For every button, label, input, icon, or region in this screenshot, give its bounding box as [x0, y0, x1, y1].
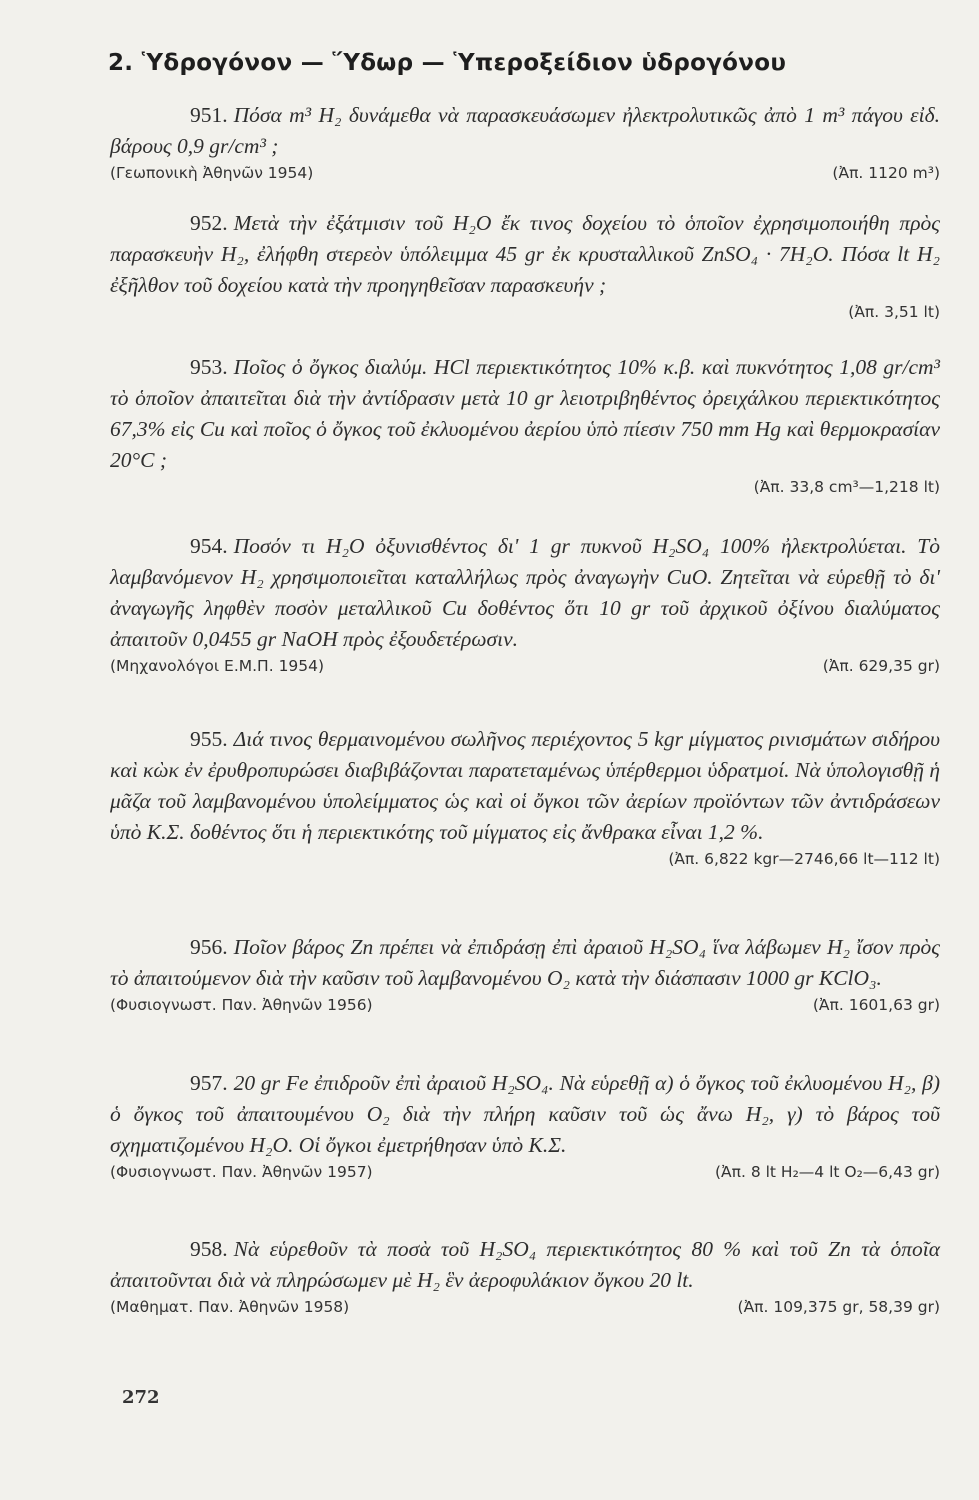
problem-text: 20 gr Fe ἐπιδροῦν ἐπὶ ἀραιοῦ H₂SO₄. Νὰ εὑρεθῇ α) ὁ ὄγκος τοῦ ἐκλυομένου H₂, β) ὁ ὄγκος τοῦ ἀπαιτουμένου O₂ διὰ τὴν πλήρη καῦσιν τοῦ ὡς ἄνω H₂, γ) τὸ βάρος τοῦ σχηματιζομένου H₂O. Οἱ ὄγκοι ἐμετρήθησαν ὑπὸ Κ.Σ. [110, 1071, 940, 1157]
problem-number: 958. [190, 1237, 228, 1261]
problem-text: Μετὰ τὴν ἐξάτμισιν τοῦ H₂O ἔκ τινος δοχείου τὸ ὁποῖον ἐχρησιμοποιήθη πρὸς παρασκευὴν H₂, ἐλήφθη στερεὸν ὑπόλειμμα 45 gr ἐκ κρυσταλλικοῦ ZnSO₄ · 7H₂O. Πόσα lt H₂ ἐξῆλθον τοῦ δοχείου κατὰ τὴν προηγηθεῖσαν παρασκευήν ; [110, 211, 940, 297]
problem-source: (Φυσιογνωστ. Παν. Ἀθηνῶν 1957) [110, 1163, 373, 1181]
section-title: 2. Ὑδρογόνον — Ὕδωρ — Ὑπεροξείδιον ὑδρογόνου [108, 50, 787, 76]
problem-answer: (Ἀπ. 629,35 gr) [822, 657, 940, 675]
problem-text: Νὰ εὑρεθοῦν τὰ ποσὰ τοῦ H₂SO₄ περιεκτικότητος 80 % καὶ τοῦ Zn τὰ ὁποῖα ἀπαιτοῦνται διὰ νὰ πληρώσωμεν μὲ H₂ ἓν ἀεροφυλάκιον ὄγκου 20 lt. [110, 1237, 940, 1292]
problem-text: Ποῖος ὁ ὄγκος διαλύμ. HCl περιεκτικότητος 10% κ.β. καὶ πυκνότητος 1,08 gr/cm³ τὸ ὁποῖον ἀπαιτεῖται διὰ τὴν ἀντίδρασιν μετὰ 10 gr λειοτριβηθέντος ὀρειχάλκου περιεκτικότητος 67,3% εἰς Cu καὶ ποῖος ὁ ὄγκος τοῦ ἐκλυομένου ἀερίου ὑπὸ πίεσιν 750 mm Hg καὶ θερμοκρασίαν 20°C ; [110, 355, 940, 472]
problem-957 [110, 1068, 940, 1181]
problem-953 [110, 352, 940, 496]
problem-answer: (Ἀπ. 109,375 gr, 58,39 gr) [737, 1298, 940, 1316]
problem-958 [110, 1234, 940, 1316]
problem-number: 955. [190, 727, 228, 751]
problem-956 [110, 932, 940, 1014]
problem-number: 956. [190, 935, 228, 959]
problem-answer: (Ἀπ. 1120 m³) [832, 164, 940, 182]
problem-source: (Γεωπονικὴ Ἀθηνῶν 1954) [110, 164, 314, 182]
problem-source: (Φυσιογνωστ. Παν. Ἀθηνῶν 1956) [110, 996, 373, 1014]
problem-text: Ποῖον βάρος Zn πρέπει νὰ ἐπιδράσῃ ἐπὶ ἀραιοῦ H₂SO₄ ἵνα λάβωμεν H₂ ἴσον πρὸς τὸ ἀπαιτούμενον διὰ τὴν καῦσιν τοῦ λαμβανομένου O₂ κατὰ τὴν διάσπασιν 1000 gr KClO₃. [110, 935, 940, 990]
problem-number: 952. [190, 211, 228, 235]
problem-text: Πόσα m³ H₂ δυνάμεθα νὰ παρασκευάσωμεν ἠλεκτρολυτικῶς ἀπὸ 1 m³ πάγου εἰδ. βάρους 0,9 gr/cm³ ; [110, 103, 940, 158]
problem-answer: (Ἀπ. 33,8 cm³—1,218 lt) [753, 478, 940, 496]
problem-answer: (Ἀπ. 8 lt H₂—4 lt O₂—6,43 gr) [714, 1163, 940, 1181]
problem-answer: (Ἀπ. 6,822 kgr—2746,66 lt—112 lt) [668, 850, 940, 868]
problem-answer: (Ἀπ. 1601,63 gr) [812, 996, 940, 1014]
problem-955 [110, 724, 940, 868]
page-number: 272 [122, 1387, 160, 1408]
problem-952 [110, 208, 940, 321]
problem-954 [110, 531, 940, 675]
problem-source: (Μηχανολόγοι Ε.Μ.Π. 1954) [110, 657, 325, 675]
problem-answer: (Ἀπ. 3,51 lt) [848, 303, 940, 321]
problem-text: Διά τινος θερμαινομένου σωλῆνος περιέχοντος 5 kgr μίγματος ρινισμάτων σιδήρου καὶ κὼκ ἐν ἐρυθροπυρώσει διαβιβάζονται παρατεταμένως ὑπέρθερμοι ὑδρατμοί. Νὰ ὑπολογισθῇ ἡ μᾶζα τοῦ λαμβανομένου ὑπολείμματος ὡς καὶ οἱ ὄγκοι τῶν ἀερίων προϊόντων τῶν ἀντιδράσεων ὑπὸ Κ.Σ. δοθέντος ὅτι ἡ περιεκτικότης τοῦ μίγματος εἰς ἄνθρακα εἶναι 1,2 %. [110, 727, 940, 844]
problem-951 [110, 100, 940, 182]
problem-source: (Μαθηματ. Παν. Ἀθηνῶν 1958) [110, 1298, 350, 1316]
problem-number: 953. [190, 355, 228, 379]
problem-number: 951. [190, 103, 228, 127]
problem-text: Ποσόν τι H₂O ὀξυνισθέντος δι' 1 gr πυκνοῦ H₂SO₄ 100% ἠλεκτρολύεται. Τὸ λαμβανόμενον H₂ χρησιμοποιεῖται καταλλήλως πρὸς ἀναγωγὴν CuO. Ζητεῖται νὰ εὑρεθῇ τὸ δι' ἀναγωγῆς ληφθὲν ποσὸν μεταλλικοῦ Cu δοθέντος ὅτι 10 gr τοῦ ἀρχικοῦ ὀξίνου διαλύματος ἀπαιτοῦν 0,0455 gr NaOH πρὸς ἐξουδετέρωσιν. [110, 534, 940, 651]
problem-number: 954. [190, 534, 228, 558]
problem-number: 957. [190, 1071, 228, 1095]
